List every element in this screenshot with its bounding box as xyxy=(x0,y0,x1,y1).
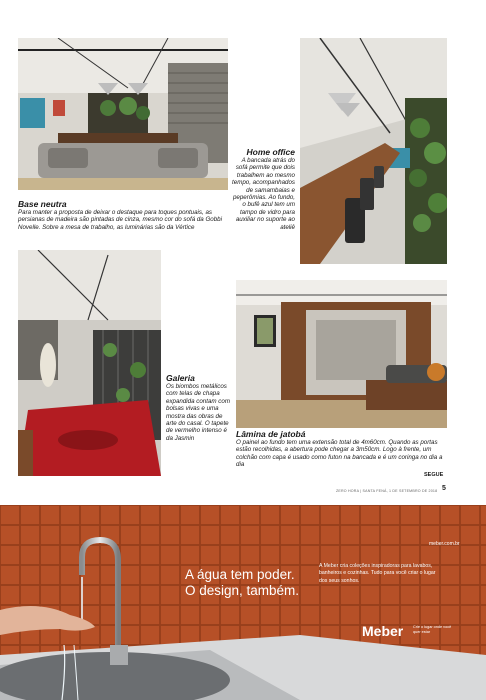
ad-background xyxy=(0,505,486,700)
caption-lamina-text: O painel ao fundo tem uma extensão total de 4m60cm. Quando as portas estão recolhidas, a abertura pode chegar a 3m50cm. Logo à frente, um colchão com capa é usado como futon na bancada e é um coringa no dia a dia xyxy=(236,439,443,469)
caption-home-office-title: Home office xyxy=(246,147,295,157)
page-footer-text: ZERO HORA | SANTA FENÁ, 1 DE SETEMBRO DE 2018 xyxy=(336,489,438,493)
caption-galeria-title: Galeria xyxy=(166,373,195,383)
caption-base-text: Para manter a proposta de deixar o destaque para toques pontuais, as persianas de madeira são pintadas de cinza, mesmo cor do sofá da Gobbi Novelle. Sobre a mesa de trabalho, as luminárias são da Vértice xyxy=(18,209,222,231)
caption-base-title: Base neutra xyxy=(18,199,67,209)
caption-lamina-title: Lâmina de jatobá xyxy=(236,429,306,439)
ad-url[interactable]: meber.com.br xyxy=(429,541,460,547)
photo-galeria xyxy=(18,250,161,476)
brand-logo: Meber xyxy=(362,623,404,639)
page-number: 5 xyxy=(442,485,446,492)
brand-tagline: Crie o lugar onde você quer estar xyxy=(413,625,452,634)
ad-headline-2: O design, também. xyxy=(185,583,300,598)
photo-home-office xyxy=(300,38,447,264)
ad-body-text: A Meber cria coleções inspiradoras para lavabos, banheiros e cozinhas. Tudo para você criar o lugar dos seus sonhos. xyxy=(319,563,436,584)
meber-advertisement xyxy=(0,505,486,700)
photo-lamina-jatoba xyxy=(236,280,447,428)
caption-home-office-text: A bancada atrás do sofá permite que dois trabalhem ao mesmo tempo, acompanhados de samambaias e peperômias. Ao fundo, o bufê azul tem um tampo de vidro para auxiliar no suporte ao ateliê xyxy=(232,157,295,231)
caption-galeria-text: Os biombos metálicos com telas de chapa expandida contam com bolsas vivas e uma mostra das obras de arte do casal. O tapete de vermelho intenso é da Jasmin xyxy=(166,383,230,442)
ad-headline-1: A água tem poder. xyxy=(185,567,295,582)
continue-label: SEGUE xyxy=(424,472,444,478)
photo-base-neutra xyxy=(18,38,228,190)
